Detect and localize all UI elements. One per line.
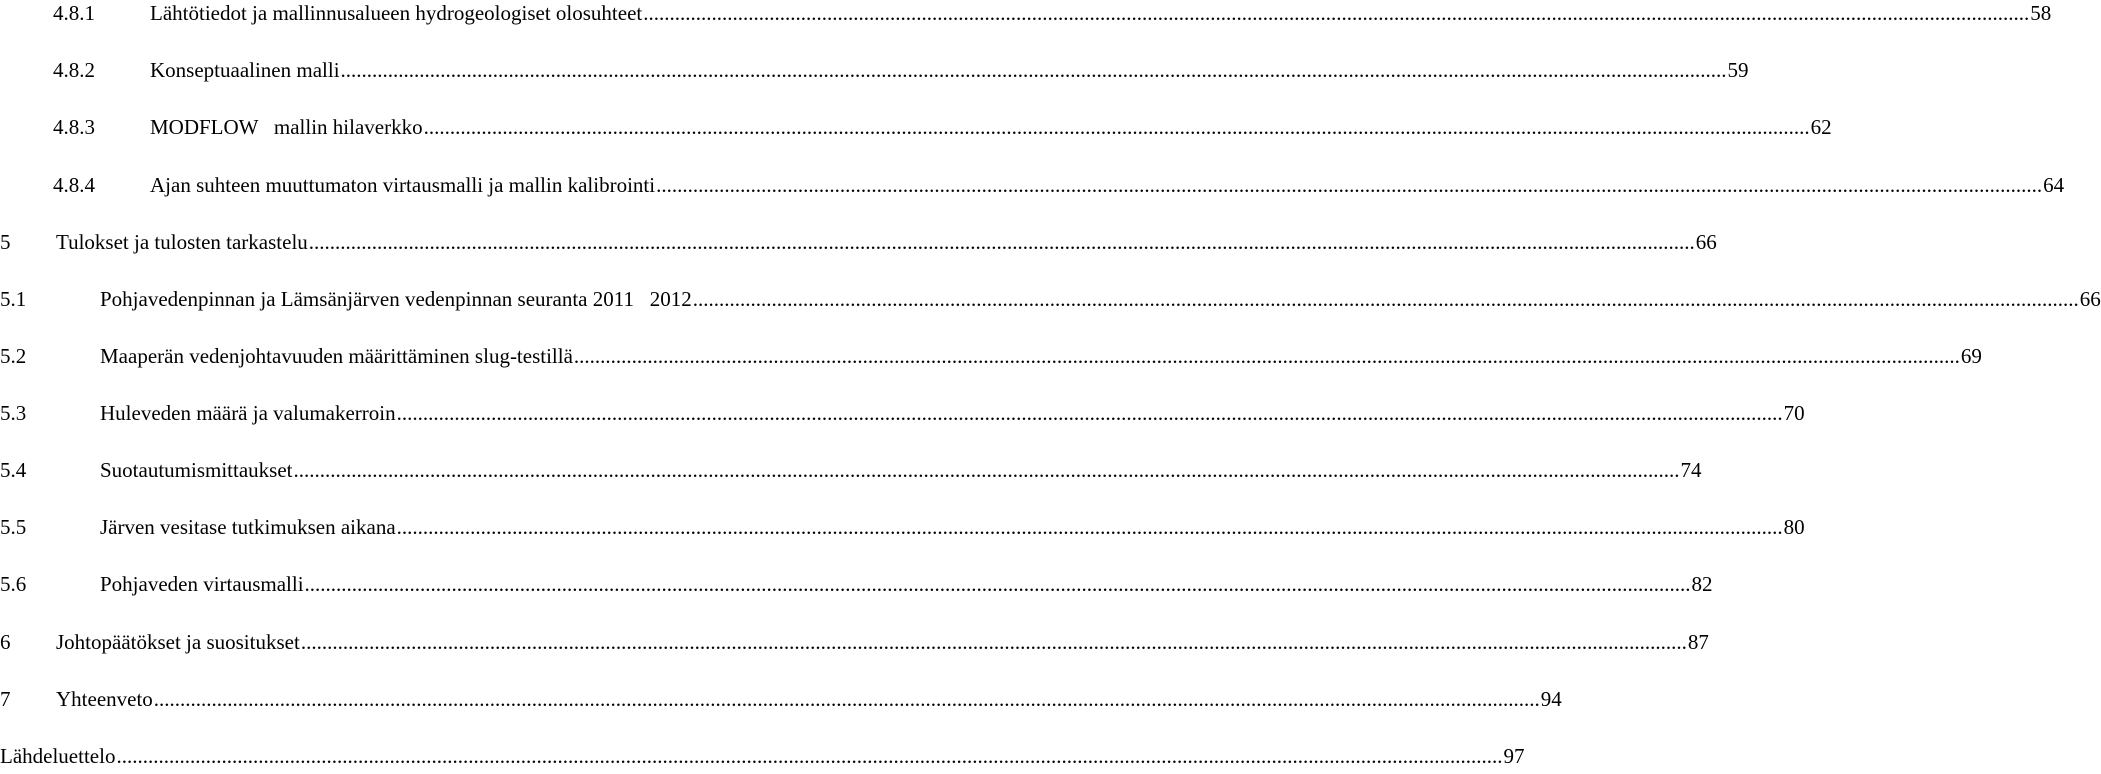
toc-entry[interactable] [0,341,1982,371]
toc-entry-page: 97 [1503,744,1525,768]
toc-entry-number: 6 [0,630,11,654]
toc-entry-title: Pohjavedenpinnan ja Lämsänjärven vedenpinnan seuranta 2011 2012 [100,287,692,311]
toc-entry-number: 5.6 [0,572,27,596]
dot-leader [305,569,1691,599]
toc-entry-title: Ajan suhteen muuttumaton virtausmalli ja mallin kalibrointi [150,173,656,197]
toc-entry-title: Johtopäätökset ja suositukset [56,630,300,654]
toc-entry[interactable] [0,284,2101,314]
toc-entry[interactable] [0,512,1805,542]
toc-entry-title: Järven vesitase tutkimuksen aikana [100,515,396,539]
dot-leader [309,227,1695,257]
toc-entry-number: 4.8.4 [53,173,95,197]
toc-entry-page: 70 [1783,401,1805,425]
dot-leader [397,512,1783,542]
toc-entry-page: 66 [1695,230,1717,254]
dot-leader [656,170,2042,200]
dot-leader [154,684,1540,714]
toc-entry-number: 5.1 [0,287,27,311]
toc-entry-title: Konseptuaalinen malli [150,58,340,82]
dot-leader [341,55,1727,85]
toc-entry[interactable] [0,170,2065,200]
toc-entry-page: 69 [1960,344,1982,368]
toc-entry-page: 80 [1783,515,1805,539]
toc-entry-title: Lähdeluettelo [0,744,116,768]
toc-entry-page: 94 [1540,687,1562,711]
toc-entry-number: 5.3 [0,401,27,425]
toc-entry-page: 74 [1680,458,1702,482]
toc-entry-number: 5 [0,230,11,254]
toc-entry[interactable] [0,227,1717,257]
dot-leader [574,341,1960,371]
toc-entry-title: Pohjaveden virtausmalli [100,572,304,596]
toc-entry-title: Maaperän vedenjohtavuuden määrittäminen slug-testillä [100,344,573,368]
toc-entry[interactable] [0,684,1562,714]
toc-entry-page: 64 [2043,173,2065,197]
toc-entry-page: 62 [1810,115,1832,139]
toc-entry[interactable] [0,0,2052,28]
dot-leader [397,398,1783,428]
toc-entry-number: 5.5 [0,515,27,539]
dot-leader [424,112,1810,142]
dot-leader [693,284,2079,314]
toc-entry-title: Suotautumismittaukset [100,458,293,482]
toc-entry[interactable] [0,55,1749,85]
toc-entry-number: 5.2 [0,344,27,368]
toc-entry-number: 4.8.1 [53,1,95,25]
toc-entry-page: 59 [1727,58,1749,82]
toc-entry-number: 7 [0,687,11,711]
dot-leader [116,741,1502,771]
toc-entry[interactable] [0,455,1702,485]
toc-entry[interactable] [0,112,1832,142]
toc-entry-title: Yhteenveto [56,687,153,711]
toc-entry-page: 58 [2030,1,2052,25]
toc-entry-number: 4.8.3 [53,115,95,139]
toc-entry-number: 4.8.2 [53,58,95,82]
dot-leader [301,627,1687,657]
toc-entry[interactable] [0,627,1709,657]
toc-entry-title: MODFLOW mallin hilaverkko [150,115,423,139]
toc-entry[interactable] [0,741,1525,771]
toc-entry-title: Lähtötiedot ja mallinnusalueen hydrogeologiset olosuhteet [150,1,643,25]
toc-entry-number: 5.4 [0,458,27,482]
toc-entry-page: 66 [2079,287,2101,311]
toc-entry[interactable] [0,569,1713,599]
toc-entry-page: 82 [1691,572,1713,596]
toc-entry[interactable] [0,398,1805,428]
toc-entry-page: 87 [1687,630,1709,654]
dot-leader [643,0,2029,28]
toc-entry-title: Tulokset ja tulosten tarkastelu [56,230,308,254]
dot-leader [294,455,1680,485]
toc-entry-title: Huleveden määrä ja valumakerroin [100,401,396,425]
